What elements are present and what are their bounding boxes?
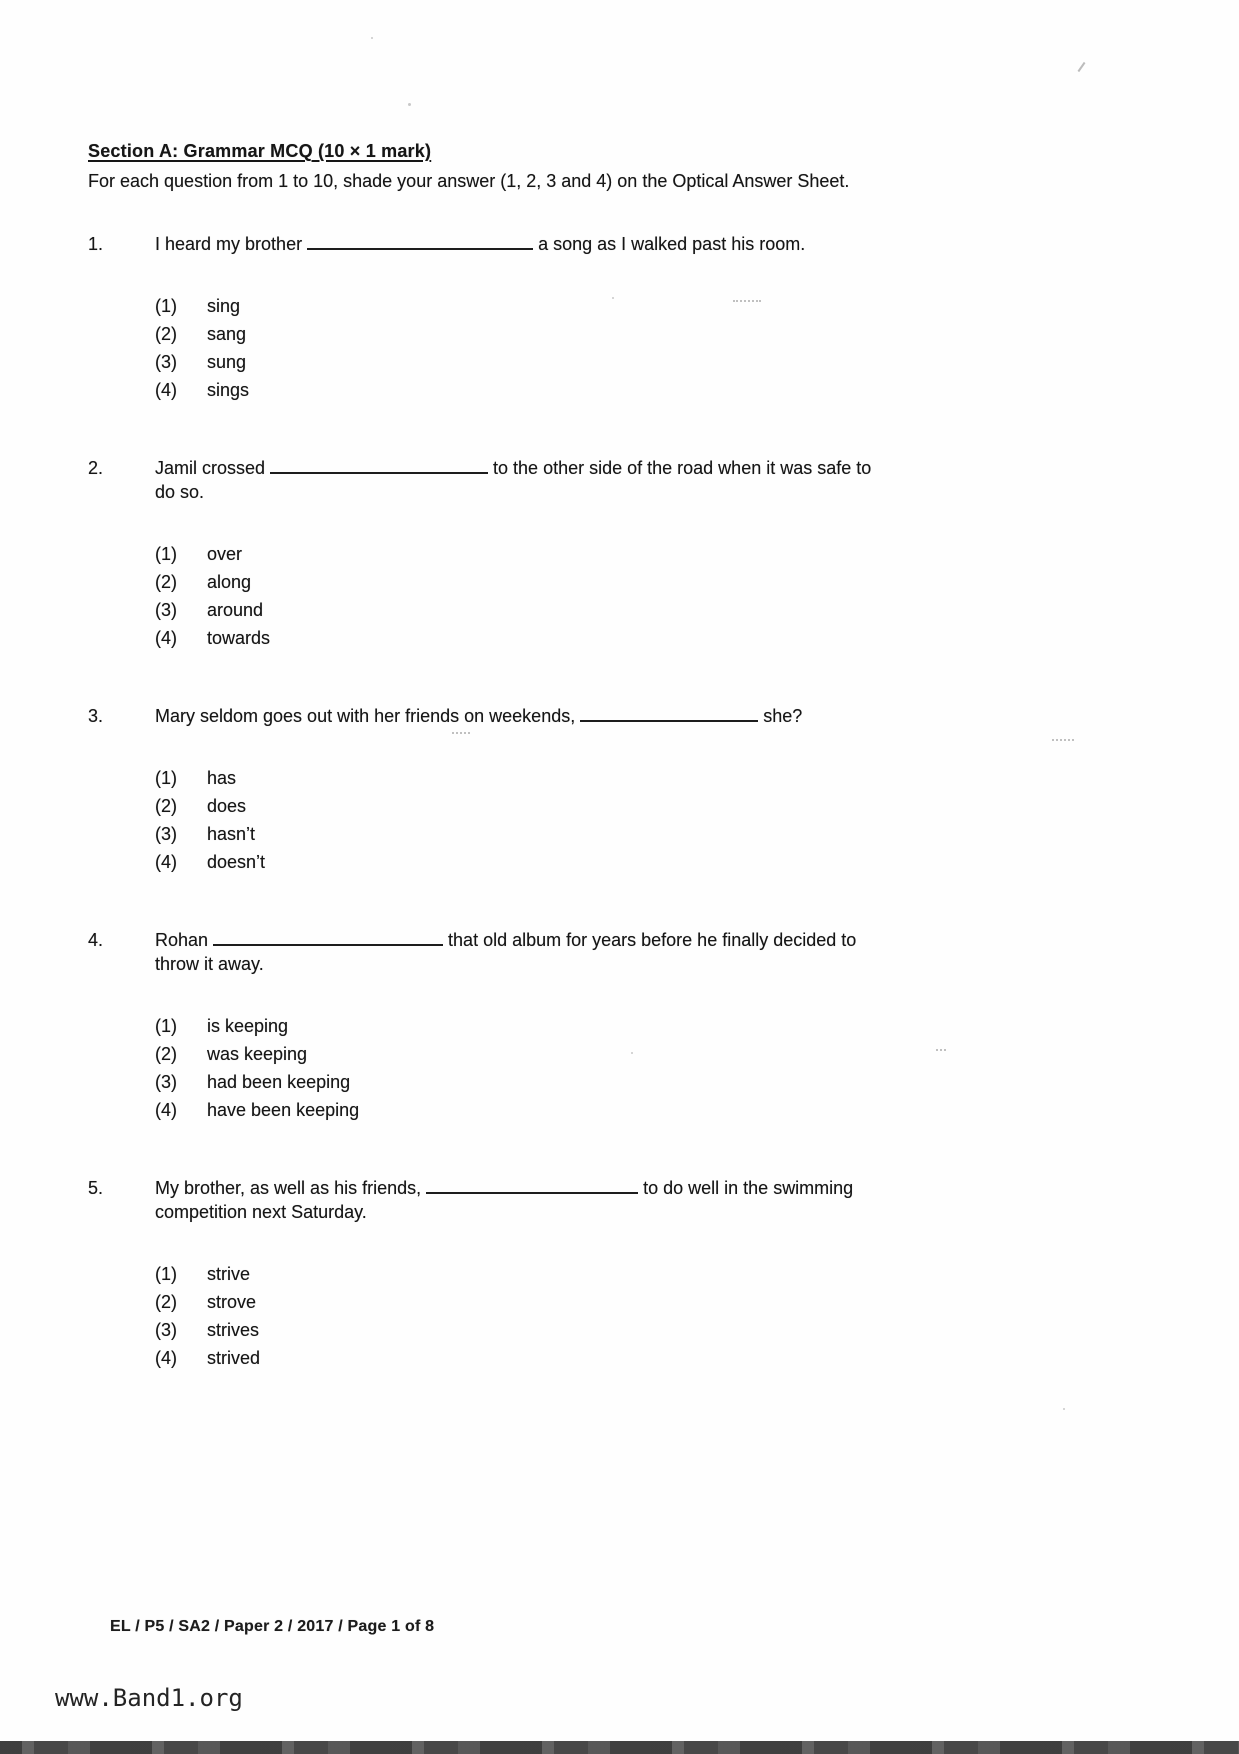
option-text: around	[207, 600, 264, 620]
options-list	[155, 1012, 1179, 1124]
scan-speck	[371, 37, 373, 39]
option-text: sang	[207, 324, 247, 344]
options-list	[155, 764, 1179, 876]
option-row	[155, 820, 1179, 848]
instructions-text: For each question from 1 to 10, shade your answer (1, 2, 3 and 4) on the Optical Answer Sheet.	[88, 171, 850, 191]
question-text-line2: do so.	[155, 482, 205, 502]
section-title: Section A: Grammar MCQ (10 × 1 mark)	[88, 141, 432, 161]
option-text: is keeping	[207, 1016, 289, 1036]
option-row	[155, 348, 1179, 376]
option-label: (1)	[155, 1016, 177, 1036]
options-list	[155, 1260, 1179, 1372]
option-row	[155, 764, 1179, 792]
question-text-after: to the other side of the road when it was safe to	[493, 458, 872, 478]
option-row	[155, 1288, 1179, 1316]
option-text: does	[207, 796, 247, 816]
question-number: 1.	[88, 234, 104, 254]
option-row	[155, 1040, 1179, 1068]
option-row	[155, 1068, 1179, 1096]
scan-speck	[936, 1049, 946, 1051]
option-text: was keeping	[207, 1044, 308, 1064]
question-text-line2: throw it away.	[155, 954, 264, 974]
option-text: hasn’t	[207, 824, 256, 844]
option-row	[155, 792, 1179, 820]
option-label: (3)	[155, 600, 177, 620]
scan-speck	[1052, 739, 1074, 741]
option-label: (4)	[155, 380, 177, 400]
option-text: have been keeping	[207, 1100, 360, 1120]
option-label: (4)	[155, 628, 177, 648]
option-label: (3)	[155, 824, 177, 844]
question-text	[155, 1176, 1179, 1224]
question-number: 2.	[88, 458, 104, 478]
option-label: (4)	[155, 1100, 177, 1120]
option-label: (1)	[155, 544, 177, 564]
scan-speck	[733, 300, 761, 302]
option-label: (1)	[155, 768, 177, 788]
question-text-after: a song as I walked past his room.	[538, 234, 806, 254]
option-row	[155, 1316, 1179, 1344]
question-text-after: that old album for years before he finally decided to	[448, 930, 857, 950]
footer-reference: EL / P5 / SA2 / Paper 2 / 2017 / Page 1 of 8	[110, 1618, 435, 1635]
question-text-before: I heard my brother	[155, 234, 303, 254]
answer-blank	[270, 458, 488, 474]
question-number: 3.	[88, 706, 104, 726]
question-text-line2: competition next Saturday.	[155, 1202, 367, 1222]
option-row	[155, 624, 1179, 652]
options-list	[155, 292, 1179, 404]
question-1	[88, 232, 1179, 404]
option-row	[155, 292, 1179, 320]
answer-blank	[580, 706, 758, 722]
option-text: over	[207, 544, 243, 564]
question-text-after: to do well in the swimming	[643, 1178, 854, 1198]
option-row	[155, 320, 1179, 348]
option-label: (2)	[155, 324, 177, 344]
question-text	[155, 456, 1179, 504]
options-list	[155, 540, 1179, 652]
option-label: (3)	[155, 1072, 177, 1092]
option-label: (2)	[155, 796, 177, 816]
option-row	[155, 1096, 1179, 1124]
question-4	[88, 928, 1179, 1124]
option-text: towards	[207, 628, 271, 648]
question-5	[88, 1176, 1179, 1372]
option-row	[155, 540, 1179, 568]
question-text-after: she?	[763, 706, 803, 726]
option-label: (2)	[155, 572, 177, 592]
answer-blank	[213, 930, 443, 946]
answer-blank	[426, 1178, 638, 1194]
option-text: strove	[207, 1292, 257, 1312]
question-text-before: My brother, as well as his friends,	[155, 1178, 422, 1198]
question-2	[88, 456, 1179, 652]
option-label: (1)	[155, 1264, 177, 1284]
question-text-before: Rohan	[155, 930, 209, 950]
option-text: sung	[207, 352, 247, 372]
option-row	[155, 1260, 1179, 1288]
option-text: strive	[207, 1264, 251, 1284]
option-label: (4)	[155, 852, 177, 872]
option-row	[155, 1344, 1179, 1372]
option-label: (1)	[155, 296, 177, 316]
scan-speck	[408, 103, 411, 106]
watermark-url: www.Band1.org	[55, 1684, 243, 1712]
option-label: (2)	[155, 1292, 177, 1312]
scan-edge-strip	[0, 1741, 1239, 1754]
question-text	[155, 704, 1179, 728]
option-text: strives	[207, 1320, 260, 1340]
option-text: strived	[207, 1348, 261, 1368]
question-text	[155, 928, 1179, 976]
option-text: sings	[207, 380, 250, 400]
scan-speck	[452, 732, 470, 734]
option-label: (3)	[155, 352, 177, 372]
option-text: had been keeping	[207, 1072, 351, 1092]
question-text-before: Mary seldom goes out with her friends on weekends,	[155, 706, 576, 726]
option-text: has	[207, 768, 237, 788]
question-text	[155, 232, 1179, 256]
option-label: (2)	[155, 1044, 177, 1064]
scan-speck	[612, 297, 614, 299]
option-text: sing	[207, 296, 241, 316]
option-row	[155, 1012, 1179, 1040]
option-row	[155, 376, 1179, 404]
option-label: (3)	[155, 1320, 177, 1340]
option-row	[155, 848, 1179, 876]
question-number: 4.	[88, 930, 104, 950]
scan-speck	[1063, 1408, 1065, 1410]
option-row	[155, 568, 1179, 596]
option-label: (4)	[155, 1348, 177, 1368]
answer-blank	[307, 234, 533, 250]
question-number: 5.	[88, 1178, 104, 1198]
option-text: doesn’t	[207, 852, 266, 872]
option-text: along	[207, 572, 252, 592]
question-3	[88, 704, 1179, 876]
option-row	[155, 596, 1179, 624]
scan-speck	[631, 1052, 633, 1054]
question-text-before: Jamil crossed	[155, 458, 266, 478]
